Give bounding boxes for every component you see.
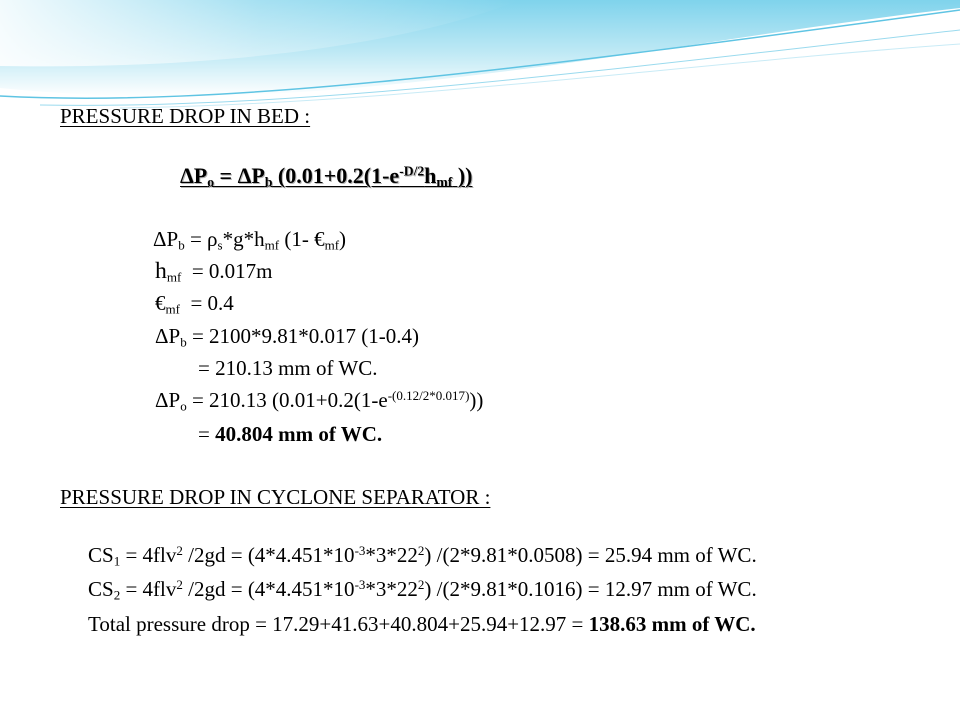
decorative-banner — [0, 0, 960, 110]
bed-section-heading: PRESSURE DROP IN BED : — [60, 104, 311, 128]
cyclone-cs1-calculation: $CS_1 = 4flv^2$ $/2gd = (4*4.451*10^{-3}*3*22^2) /(2*9.81*0.0508) = 25.94$ mm of WC. — [88, 542, 757, 569]
bed-dp-definition: $\Delta P_b = \rho_s*g*h_{mf}$ (1- $€_{mf}$) — [153, 227, 347, 253]
bed-dp-result: = 210.13 mm of WC. — [198, 356, 378, 380]
bed-dpo-calculation: $\Delta P_o = 210.13$ $(0.01+0.2(1-e^{-(0.12/2*0.017)}))$ — [155, 387, 484, 414]
bed-dp-calculation: $\Delta P_b = 2100*9.81*0.017$ (1-0.4) — [155, 324, 420, 350]
bed-dpo-result: = 40.804 mm of WC. — [198, 422, 383, 446]
bed-pressure-formula: $\Delta P_o = \Delta P_b$ ($0.01+0.2(1-e^{-D/2}h_{mf}$ )) — [180, 163, 473, 190]
cyclone-cs2-calculation: $CS_2 = 4flv^2$ $/2gd = (4*4.451*10^{-3}*3*22^2) /(2*9.81*0.1016) = 12.97$ mm of WC. — [88, 576, 757, 603]
total-pressure-drop: Total pressure drop = 17.29+41.63+40.804+25.94+12.97 = 138.63 mm of WC. — [88, 612, 756, 636]
bed-hmf-value: $h_{mf} = 0.017m$ — [155, 258, 273, 285]
bed-voidage-value: $€_{mf} = 0.4$ — [155, 291, 234, 317]
cyclone-section-heading: PRESSURE DROP IN CYCLONE SEPARATOR : — [60, 485, 491, 509]
